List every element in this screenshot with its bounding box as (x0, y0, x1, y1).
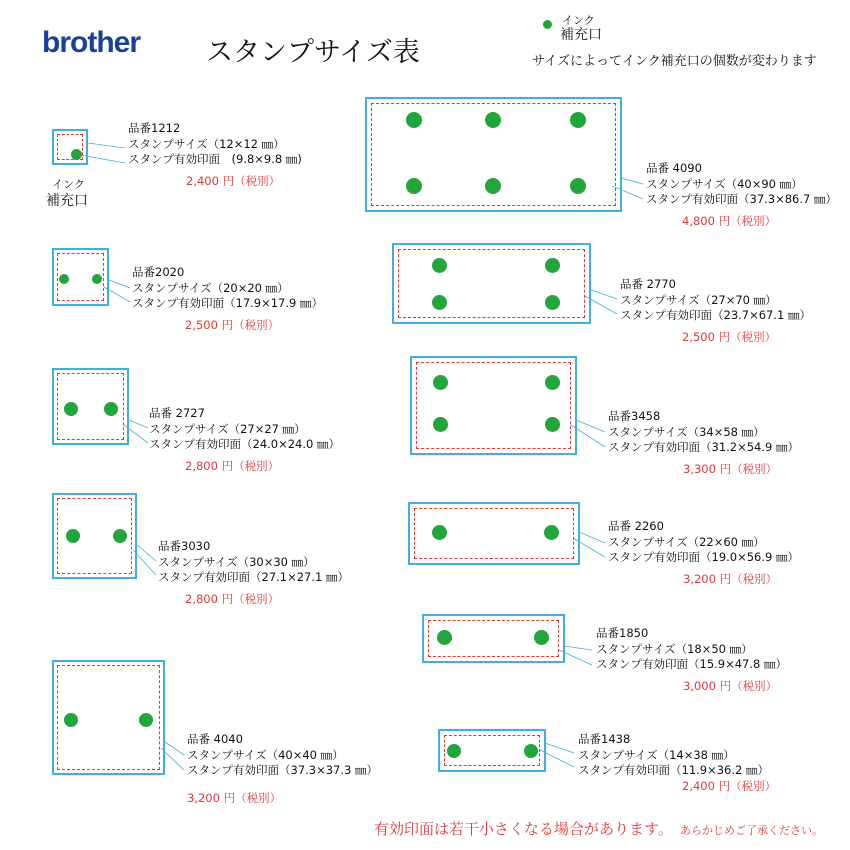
ink-refill-dot (64, 713, 78, 727)
product-price: 2,800 円（税別） (185, 591, 280, 606)
product-model: 品番 2260 (608, 519, 664, 533)
product-info-2770 (620, 277, 811, 345)
product-effective-area: スタンプ有効印面（15.9×47.8 ㎜） (596, 657, 788, 671)
ink-refill-dot (66, 529, 80, 543)
product-effective-area: スタンプ有効印面（27.1×27.1 ㎜） (158, 570, 350, 584)
ink-refill-dot (544, 525, 559, 540)
product-info-4040 (187, 732, 378, 806)
ink-refill-dot (92, 274, 102, 284)
ink-refill-dot (113, 529, 127, 543)
ink-refill-dot (139, 713, 153, 727)
product-effective-area: スタンプ有効印面（19.0×56.9 ㎜） (608, 550, 800, 564)
product-info-3030 (158, 539, 349, 607)
ink-refill-dot (432, 295, 447, 310)
product-price: 2,400 円（税別） (186, 173, 281, 188)
ink-refill-dot (433, 375, 448, 390)
ink-refill-dot (545, 417, 560, 432)
product-price: 3,300 円（税別） (683, 461, 778, 476)
product-stamp-size: スタンプサイズ（40×90 ㎜） (646, 176, 803, 191)
ink-refill-dot (545, 295, 560, 310)
product-price: 3,000 円（税別） (683, 678, 778, 693)
product-price: 3,200 円（税別） (187, 790, 282, 805)
product-model: 品番3030 (158, 539, 211, 553)
ink-refill-dot (524, 744, 538, 758)
brother-logo: brother (42, 26, 140, 59)
product-price: 2,500 円（税別） (185, 317, 280, 332)
ink-refill-dot (545, 258, 560, 273)
product-model: 品番 4090 (646, 161, 702, 175)
product-model: 品番1850 (596, 626, 649, 640)
product-stamp-size: スタンプサイズ（22×60 ㎜） (608, 534, 765, 549)
ink-refill-dot (71, 149, 82, 160)
product-price: 2,800 円（税別） (185, 458, 280, 473)
ink-refill-dot (534, 630, 549, 645)
footer-note: 有効印面は若干小さくなる場合があります。 (374, 820, 673, 838)
product-price: 2,500 円（税別） (682, 329, 777, 344)
product-effective-area: スタンプ有効印面（17.9×17.9 ㎜） (132, 296, 324, 310)
product-info-2260 (608, 519, 799, 587)
ink-refill-dot (406, 178, 422, 194)
product-stamp-size: スタンプサイズ（27×27 ㎜） (149, 421, 306, 436)
product-effective-area: スタンプ有効印面（11.9×36.2 ㎜） (578, 763, 770, 777)
product-stamp-size: スタンプサイズ（27×70 ㎜） (620, 292, 777, 307)
product-model: 品番2020 (132, 265, 185, 279)
product-model: 品番3458 (608, 409, 661, 423)
ink-refill-dot (104, 402, 118, 416)
product-model: 品番 2770 (620, 277, 676, 291)
product-stamp-size: スタンプサイズ（40×40 ㎜） (187, 747, 344, 762)
ink-refill-dot (64, 402, 78, 416)
product-effective-area: スタンプ有効印面（31.2×54.9 ㎜） (608, 440, 800, 454)
product-stamp-size: スタンプサイズ（14×38 ㎜） (578, 747, 735, 762)
ink-refill-dot (432, 525, 447, 540)
product-effective-area: スタンプ有効印面（37.3×37.3 ㎜） (187, 763, 379, 777)
ink-dot-legend-icon (543, 20, 552, 29)
ink-refill-dot (437, 630, 452, 645)
product-info-1850 (596, 626, 787, 694)
product-effective-area: スタンプ有効印面（24.0×24.0 ㎜） (149, 437, 341, 451)
ink-refill-dot (570, 178, 586, 194)
footer-small-note: あらかじめご了承ください。 (680, 824, 823, 837)
product-info-2020 (132, 265, 323, 333)
product-price: 2,400 円（税別） (682, 778, 777, 793)
product-info-4090 (646, 161, 837, 229)
product-info-1438 (578, 732, 776, 794)
ink-refill-dot (432, 258, 447, 273)
product-model: 品番 2727 (149, 406, 205, 420)
ink-refill-dot (485, 178, 501, 194)
product-effective-area: スタンプ有効印面 (9.8×9.8 ㎜) (128, 152, 302, 166)
product-stamp-size: スタンプサイズ（34×58 ㎜） (608, 424, 765, 439)
product-effective-area: スタンプ有効印面（23.7×67.1 ㎜） (620, 308, 812, 322)
product-model: 品番 4040 (187, 732, 243, 746)
ink-refill-dot (570, 112, 586, 128)
legend-note: サイズによってインク補充口の個数が変わります (532, 54, 817, 69)
product-model: 品番1438 (578, 732, 631, 746)
product-price: 3,200 円（税別） (683, 571, 778, 586)
product-price: 4,800 円（税別） (682, 213, 777, 228)
ink-refill-dot (59, 274, 69, 284)
product-info-2727 (149, 406, 340, 474)
product-info-3458 (608, 409, 799, 477)
product-model: 品番1212 (128, 121, 181, 135)
page-title: スタンプサイズ表 (206, 37, 420, 68)
product-stamp-size: スタンプサイズ（18×50 ㎜） (596, 641, 753, 656)
product-effective-area: スタンプ有効印面（37.3×86.7 ㎜） (646, 192, 838, 206)
ink-refill-dot (447, 744, 461, 758)
product-info-1212 (128, 121, 302, 189)
product-stamp-size: スタンプサイズ（12×12 ㎜） (128, 136, 285, 151)
product-stamp-size: スタンプサイズ（30×30 ㎜） (158, 554, 315, 569)
ink-refill-dot (406, 112, 422, 128)
legend-refill-label: 補充口 (560, 27, 602, 43)
refill-callout-label: 補充口 (46, 193, 88, 209)
product-stamp-size: スタンプサイズ（20×20 ㎜） (132, 280, 289, 295)
ink-refill-dot (433, 417, 448, 432)
ink-refill-dot (485, 112, 501, 128)
ink-callout-label: インク (52, 178, 85, 191)
legend-ink-label: インク (562, 14, 595, 27)
ink-refill-dot (545, 375, 560, 390)
